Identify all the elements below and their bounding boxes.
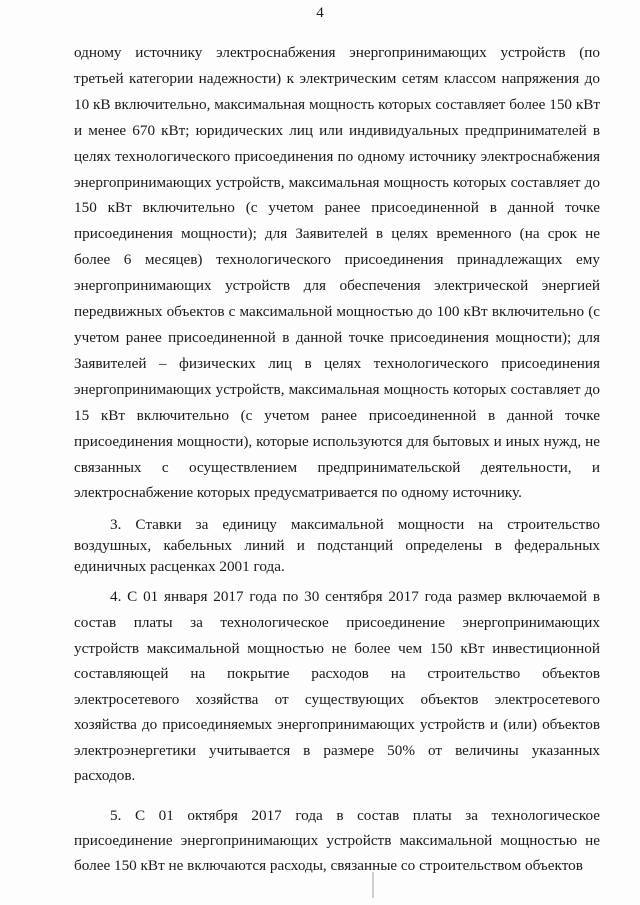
document-body <box>74 40 600 878</box>
paragraph-item-3: 3. Ставки за единицу максимальной мощности на строительство воздушных, кабельных линий и подстанций определены в федеральных единичных расценках 2001 года. <box>74 516 600 576</box>
paragraph-item-4: 4. С 01 января 2017 года по 30 сентября 2017 года размер включаемой в состав платы за технологическое присоединение энергопринимающих устройств максимальной мощностью не более чем 150 кВт инвестиционной составляющей на покрытие расходов на строительство объектов электросетевого хозяйства от существующих объектов электросетевого хозяйства до присоединяемых энергопринимающих устройств и (или) объектов электроэнергетики учитывается в размере 50% от величины указанных расходов. <box>74 588 600 785</box>
page-number: 4 <box>316 5 324 21</box>
scan-artifact <box>372 872 374 898</box>
paragraph-continuation: одному источнику электроснабжения энергопринимающих устройств (по третьей категории надежности) к электрическим сетям классом напряжения до 10 кВ включительно, максимальная мощность которых составляет более 150 кВт и менее 670 кВт; юридических лиц или индивидуальных предпринимателей в целях технологического присоединения по одному источнику электроснабжения энергопринимающих устройств, максимальная мощность которых составляет до 150 кВт включительно (с учетом ранее присоединенной в данной точке присоединения мощности); для Заявителей в целях временного (на срок не более 6 месяцев) технологического присоединения принадлежащих ему энергопринимающих устройств для обеспечения электрической энергией передвижных объектов с максимальной мощностью до 100 кВт включительно (с учетом ранее присоединенной в данной точке присоединения мощности); для Заявителей – физических лиц в целях технологического присоединения энергопринимающих устройств, максимальная мощность которых составляет до 15 кВт включительно (с учетом ранее присоединенной в данной точке присоединения мощности), которые используются для бытовых и иных нужд, не связанных с осуществлением предпринимательской деятельности, и электроснабжение которых предусматривается по одному источнику. <box>74 44 600 502</box>
paragraph-item-5: 5. С 01 октября 2017 года в состав платы за технологическое присоединение энергопринимающих устройств максимальной мощностью не более 150 кВт не включаются расходы, связанные со строительством объектов <box>74 807 600 874</box>
